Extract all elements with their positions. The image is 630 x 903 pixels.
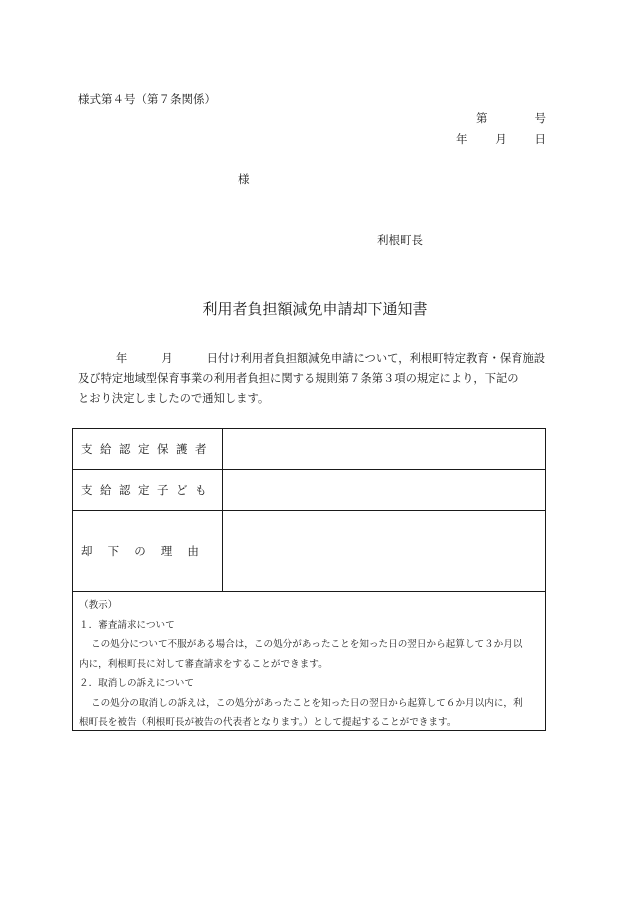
label-char: 護 — [176, 442, 188, 456]
label-char: 定 — [138, 482, 150, 497]
label-char: の — [134, 543, 146, 558]
decision-table — [72, 428, 546, 731]
label-char: 給 — [100, 442, 112, 456]
notice-item1-line1: この処分について不服がある場合は，この処分があったことを知った日の翌日から起算して３か月以 — [91, 639, 523, 650]
label-char: も — [195, 482, 207, 497]
document-title: 利用者負担額減免申請却下通知書 — [202, 300, 428, 318]
number-suffix: 号 — [534, 111, 546, 125]
table-row — [73, 510, 545, 592]
body-line-1 — [78, 349, 550, 369]
row-value-reason — [223, 510, 545, 591]
form-number: 様式第４号（第７条関係） — [78, 92, 216, 106]
date-day: 日 — [534, 132, 546, 146]
label-char: 支 — [81, 442, 93, 456]
notice-heading: （教示） — [79, 600, 118, 611]
label-char: 保 — [157, 442, 169, 456]
label-char: 子 — [157, 482, 169, 497]
notice-item1-line2: 内に，利根町長に対して審査請求をすることができます。 — [79, 658, 328, 670]
body-line-3: とおり決定しましたので通知します。 — [78, 392, 270, 405]
row-value-child — [223, 469, 545, 510]
label-char: 理 — [160, 543, 173, 558]
label-char: 支 — [81, 482, 93, 497]
row-label-reason — [73, 510, 223, 591]
date-year: 年 — [456, 132, 468, 146]
notice-item2-line2: 根町長を被告（利根町長が被告の代表者となります。）として提起することができます。 — [79, 717, 457, 728]
recipient-honorific: 様 — [238, 172, 250, 186]
label-char: 却 — [81, 543, 93, 558]
label-char: 給 — [100, 482, 112, 497]
body-day-text: 日付け利用者負担額減免申請について，利根町特定教育・保育施設 — [206, 352, 546, 365]
body-month: 月 — [161, 352, 173, 365]
sender-name: 利根町長 — [377, 233, 423, 247]
label-char: 下 — [107, 543, 120, 558]
table-row — [73, 429, 545, 470]
notice-item2-line1: この処分の取消しの訴えは，この処分があったことを知った日の翌日から起算して６か月以内に，利 — [91, 697, 523, 709]
label-char: 由 — [187, 543, 199, 558]
document-date-line — [456, 131, 546, 147]
label-char: 認 — [119, 442, 131, 456]
document-number-line — [476, 110, 546, 126]
table-row — [73, 469, 545, 511]
label-char: ど — [176, 482, 188, 497]
notice-item2-title: ２．取消しの訴えについて — [79, 678, 194, 689]
notice-item1-title: １．審査請求について — [79, 619, 175, 631]
label-char: 認 — [119, 482, 131, 497]
row-value-guardian — [223, 429, 545, 469]
row-label-guardian — [73, 429, 223, 469]
appeal-notice — [73, 591, 545, 730]
body-year: 年 — [116, 352, 128, 365]
row-label-child — [73, 469, 223, 510]
body-line-2: 及び特定地域型保育事業の利用者負担に関する規則第７条第３項の規定により，下記の — [78, 372, 519, 385]
number-prefix: 第 — [476, 111, 488, 125]
label-char: 定 — [138, 442, 150, 456]
date-month: 月 — [495, 132, 507, 146]
label-char: 者 — [195, 442, 207, 456]
body-paragraph — [78, 349, 550, 409]
